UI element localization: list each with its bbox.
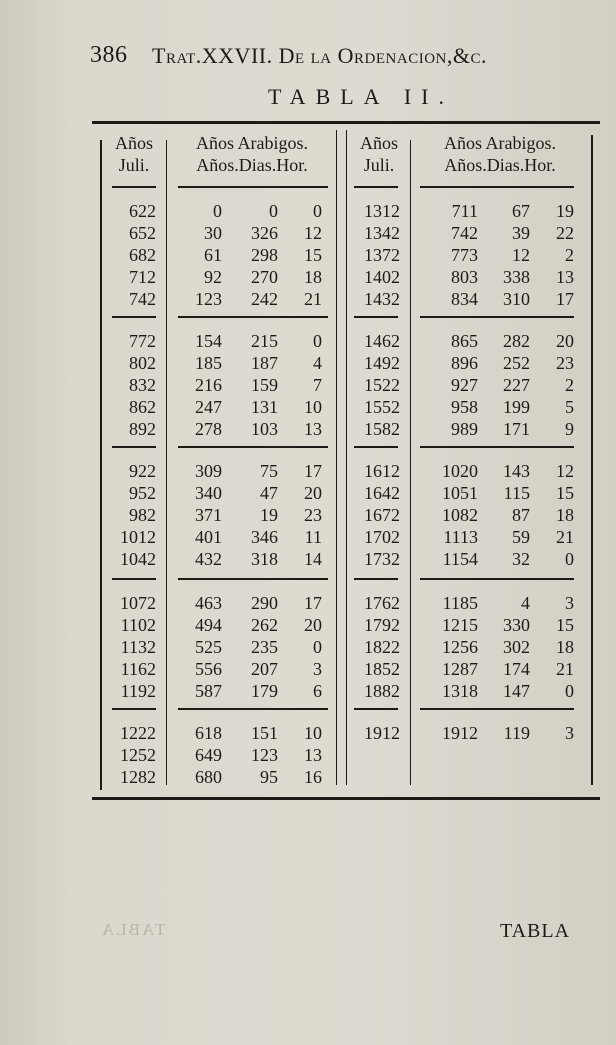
right-cell: 227 [503, 375, 530, 395]
left-cell: 463 [195, 593, 222, 613]
right-juli-header-line1: Años [359, 133, 398, 153]
table-title: TABLA II. [268, 84, 455, 109]
left-cell: 652 [129, 223, 156, 243]
left-cell: 340 [195, 483, 222, 503]
right-cell: 0 [565, 681, 574, 701]
left-cell: 556 [195, 659, 222, 679]
right-cell: 927 [451, 375, 478, 395]
left-cell: 494 [195, 615, 222, 635]
left-cell: 742 [129, 289, 156, 309]
right-cell: 958 [451, 397, 478, 417]
right-group-rule-vals-3 [420, 578, 574, 580]
left-group-rule-vals-3 [178, 578, 328, 580]
right-cell: 15 [556, 483, 574, 503]
left-cell: 1282 [120, 767, 156, 787]
left-cell: 14 [304, 549, 322, 569]
left-arabigos-header-line1: Años Arabigos. [196, 133, 308, 153]
right-cell: 1462 [364, 331, 400, 351]
right-cell: 174 [503, 659, 530, 679]
right-cell: 1082 [442, 505, 478, 525]
right-group-rule-years-1 [354, 316, 398, 318]
left-cell: 712 [129, 267, 156, 287]
left-cell: 75 [260, 461, 278, 481]
left-cell: 61 [204, 245, 222, 265]
left-cell: 15 [304, 245, 322, 265]
left-cell: 309 [195, 461, 222, 481]
left-cell: 1192 [120, 681, 156, 701]
left-cell: 892 [129, 419, 156, 439]
right-cell: 22 [556, 223, 574, 243]
left-cell: 525 [195, 637, 222, 657]
left-cell: 4 [313, 353, 322, 373]
left-cell: 123 [195, 289, 222, 309]
right-cell: 1154 [442, 549, 478, 569]
left-cell: 618 [195, 723, 222, 743]
left-cell: 30 [204, 223, 222, 243]
right-cell: 1256 [442, 637, 478, 657]
right-cell: 896 [451, 353, 478, 373]
left-cell: 17 [304, 593, 322, 613]
left-cell: 185 [195, 353, 222, 373]
right-cell: 302 [503, 637, 530, 657]
right-cell: 1822 [364, 637, 400, 657]
right-cell: 1215 [442, 615, 478, 635]
right-group-rule-vals-0 [420, 186, 574, 188]
right-cell: 711 [451, 201, 478, 221]
left-cell: 19 [260, 505, 278, 525]
left-cell: 13 [304, 745, 322, 765]
left-cell: 20 [304, 615, 322, 635]
left-cell: 92 [204, 267, 222, 287]
right-cell: 1051 [442, 483, 478, 503]
right-cell: 282 [503, 331, 530, 351]
left-cell: 802 [129, 353, 156, 373]
left-cell: 982 [129, 505, 156, 525]
left-cell: 216 [195, 375, 222, 395]
right-cell: 67 [512, 201, 530, 221]
left-cell: 247 [195, 397, 222, 417]
right-cell: 989 [451, 419, 478, 439]
right-cell: 1552 [364, 397, 400, 417]
right-cell: 1287 [442, 659, 478, 679]
left-cell: 772 [129, 331, 156, 351]
left-cell: 952 [129, 483, 156, 503]
left-year-divider [166, 140, 167, 785]
left-cell: 242 [251, 289, 278, 309]
left-cell: 862 [129, 397, 156, 417]
left-cell: 11 [304, 527, 322, 547]
right-cell: 803 [451, 267, 478, 287]
left-group-rule-years-0 [112, 186, 156, 188]
center-divider-b [346, 130, 347, 785]
left-cell: 1042 [120, 549, 156, 569]
right-cell: 1372 [364, 245, 400, 265]
right-cell: 1432 [364, 289, 400, 309]
left-arabigos-header-line2: Años.Dias.Hor. [196, 155, 308, 175]
right-cell: 2 [565, 375, 574, 395]
right-group-rule-vals-4 [420, 708, 574, 710]
right-cell: 1113 [443, 527, 478, 547]
right-cell: 773 [451, 245, 478, 265]
left-cell: 346 [251, 527, 278, 547]
right-cell: 147 [503, 681, 530, 701]
right-cell: 338 [503, 267, 530, 287]
left-group-rule-years-3 [112, 578, 156, 580]
right-cell: 1672 [364, 505, 400, 525]
left-cell: 1132 [120, 637, 156, 657]
table-bottom-rule [92, 797, 600, 800]
right-cell: 199 [503, 397, 530, 417]
left-cell: 95 [260, 767, 278, 787]
right-cell: 330 [503, 615, 530, 635]
center-divider-a [336, 130, 337, 785]
right-cell: 1762 [364, 593, 400, 613]
left-cell: 0 [313, 201, 322, 221]
right-cell: 143 [503, 461, 530, 481]
right-cell: 39 [512, 223, 530, 243]
right-cell: 865 [451, 331, 478, 351]
left-group-rule-years-4 [112, 708, 156, 710]
right-cell: 87 [512, 505, 530, 525]
left-cell: 0 [269, 201, 278, 221]
right-cell: 1020 [442, 461, 478, 481]
right-cell: 1792 [364, 615, 400, 635]
right-cell: 3 [565, 723, 574, 743]
right-cell: 12 [512, 245, 530, 265]
left-cell: 298 [251, 245, 278, 265]
right-cell: 21 [556, 659, 574, 679]
left-cell: 10 [304, 723, 322, 743]
right-group-rule-vals-2 [420, 446, 574, 448]
left-cell: 1072 [120, 593, 156, 613]
left-cell: 179 [251, 681, 278, 701]
right-cell: 1702 [364, 527, 400, 547]
right-cell: 59 [512, 527, 530, 547]
right-cell: 119 [503, 723, 530, 743]
catchword: TABLA [500, 920, 571, 942]
right-cell: 252 [503, 353, 530, 373]
right-group-rule-years-3 [354, 578, 398, 580]
left-cell: 3 [313, 659, 322, 679]
right-cell: 18 [556, 637, 574, 657]
left-cell: 0 [313, 331, 322, 351]
left-juli-header-line2: Juli. [118, 155, 150, 175]
right-group-rule-years-0 [354, 186, 398, 188]
left-cell: 20 [304, 483, 322, 503]
left-cell: 1222 [120, 723, 156, 743]
right-cell: 3 [565, 593, 574, 613]
right-cell: 1912 [442, 723, 478, 743]
right-cell: 23 [556, 353, 574, 373]
left-cell: 207 [251, 659, 278, 679]
left-cell: 7 [313, 375, 322, 395]
right-cell: 9 [565, 419, 574, 439]
left-cell: 159 [251, 375, 278, 395]
left-cell: 1012 [120, 527, 156, 547]
left-cell: 0 [313, 637, 322, 657]
right-cell: 1852 [364, 659, 400, 679]
right-cell: 15 [556, 615, 574, 635]
right-cell: 1492 [364, 353, 400, 373]
left-cell: 622 [129, 201, 156, 221]
left-cell: 21 [304, 289, 322, 309]
left-cell: 235 [251, 637, 278, 657]
right-cell: 21 [556, 527, 574, 547]
right-cell: 4 [521, 593, 530, 613]
left-cell: 123 [251, 745, 278, 765]
left-cell: 131 [251, 397, 278, 417]
right-group-rule-years-2 [354, 446, 398, 448]
right-cell: 1612 [364, 461, 400, 481]
right-year-divider [410, 140, 411, 785]
right-arabigos-header-line1: Años Arabigos. [444, 133, 556, 153]
left-cell: 10 [304, 397, 322, 417]
table-top-rule [92, 121, 600, 124]
right-cell: 1912 [364, 723, 400, 743]
right-cell: 5 [565, 397, 574, 417]
left-group-rule-vals-0 [178, 186, 328, 188]
left-cell: 401 [195, 527, 222, 547]
right-cell: 2 [565, 245, 574, 265]
right-cell: 1732 [364, 549, 400, 569]
right-cell: 0 [565, 549, 574, 569]
left-cell: 154 [195, 331, 222, 351]
left-cell: 682 [129, 245, 156, 265]
left-cell: 18 [304, 267, 322, 287]
left-cell: 1252 [120, 745, 156, 765]
left-cell: 151 [251, 723, 278, 743]
page-number: 386 [90, 42, 128, 68]
right-cell: 1882 [364, 681, 400, 701]
left-cell: 290 [251, 593, 278, 613]
right-arabigos-header-line2: Años.Dias.Hor. [444, 155, 556, 175]
left-cell: 0 [213, 201, 222, 221]
left-cell: 318 [251, 549, 278, 569]
left-cell: 262 [251, 615, 278, 635]
right-cell: 742 [451, 223, 478, 243]
left-juli-header-line1: Años [114, 133, 153, 153]
right-cell: 1522 [364, 375, 400, 395]
right-cell: 1312 [364, 201, 400, 221]
left-cell: 649 [195, 745, 222, 765]
left-cell: 47 [260, 483, 278, 503]
left-cell: 680 [195, 767, 222, 787]
right-cell: 834 [451, 289, 478, 309]
left-outer-line [100, 140, 102, 790]
left-cell: 371 [195, 505, 222, 525]
left-group-rule-vals-4 [178, 708, 328, 710]
left-cell: 432 [195, 549, 222, 569]
left-cell: 187 [251, 353, 278, 373]
left-group-rule-vals-2 [178, 446, 328, 448]
left-cell: 6 [313, 681, 322, 701]
right-cell: 171 [503, 419, 530, 439]
left-group-rule-years-1 [112, 316, 156, 318]
left-group-rule-years-2 [112, 446, 156, 448]
left-cell: 13 [304, 419, 322, 439]
right-cell: 19 [556, 201, 574, 221]
left-cell: 922 [129, 461, 156, 481]
left-cell: 1102 [120, 615, 156, 635]
right-juli-header-line2: Juli. [363, 155, 395, 175]
right-cell: 17 [556, 289, 574, 309]
right-group-rule-vals-1 [420, 316, 574, 318]
right-cell: 1582 [364, 419, 400, 439]
bleed-through-text: TABLA [100, 920, 166, 939]
right-outer-line [591, 135, 593, 785]
left-group-rule-vals-1 [178, 316, 328, 318]
left-cell: 278 [195, 419, 222, 439]
left-cell: 23 [304, 505, 322, 525]
left-cell: 587 [195, 681, 222, 701]
right-cell: 18 [556, 505, 574, 525]
running-head [90, 40, 560, 76]
right-cell: 1342 [364, 223, 400, 243]
left-cell: 1162 [120, 659, 156, 679]
right-cell: 1402 [364, 267, 400, 287]
right-cell: 1318 [442, 681, 478, 701]
right-group-rule-years-4 [354, 708, 398, 710]
left-cell: 270 [251, 267, 278, 287]
left-cell: 103 [251, 419, 278, 439]
right-cell: 20 [556, 331, 574, 351]
left-cell: 832 [129, 375, 156, 395]
right-cell: 1642 [364, 483, 400, 503]
left-cell: 16 [304, 767, 322, 787]
right-cell: 32 [512, 549, 530, 569]
right-cell: 115 [503, 483, 530, 503]
right-cell: 310 [503, 289, 530, 309]
left-cell: 17 [304, 461, 322, 481]
right-cell: 12 [556, 461, 574, 481]
right-cell: 1185 [442, 593, 478, 613]
running-title: Trat.XXVII. De la Ordenacion,&c. [152, 43, 487, 68]
left-cell: 215 [251, 331, 278, 351]
left-cell: 326 [251, 223, 278, 243]
right-cell: 13 [556, 267, 574, 287]
left-cell: 12 [304, 223, 322, 243]
